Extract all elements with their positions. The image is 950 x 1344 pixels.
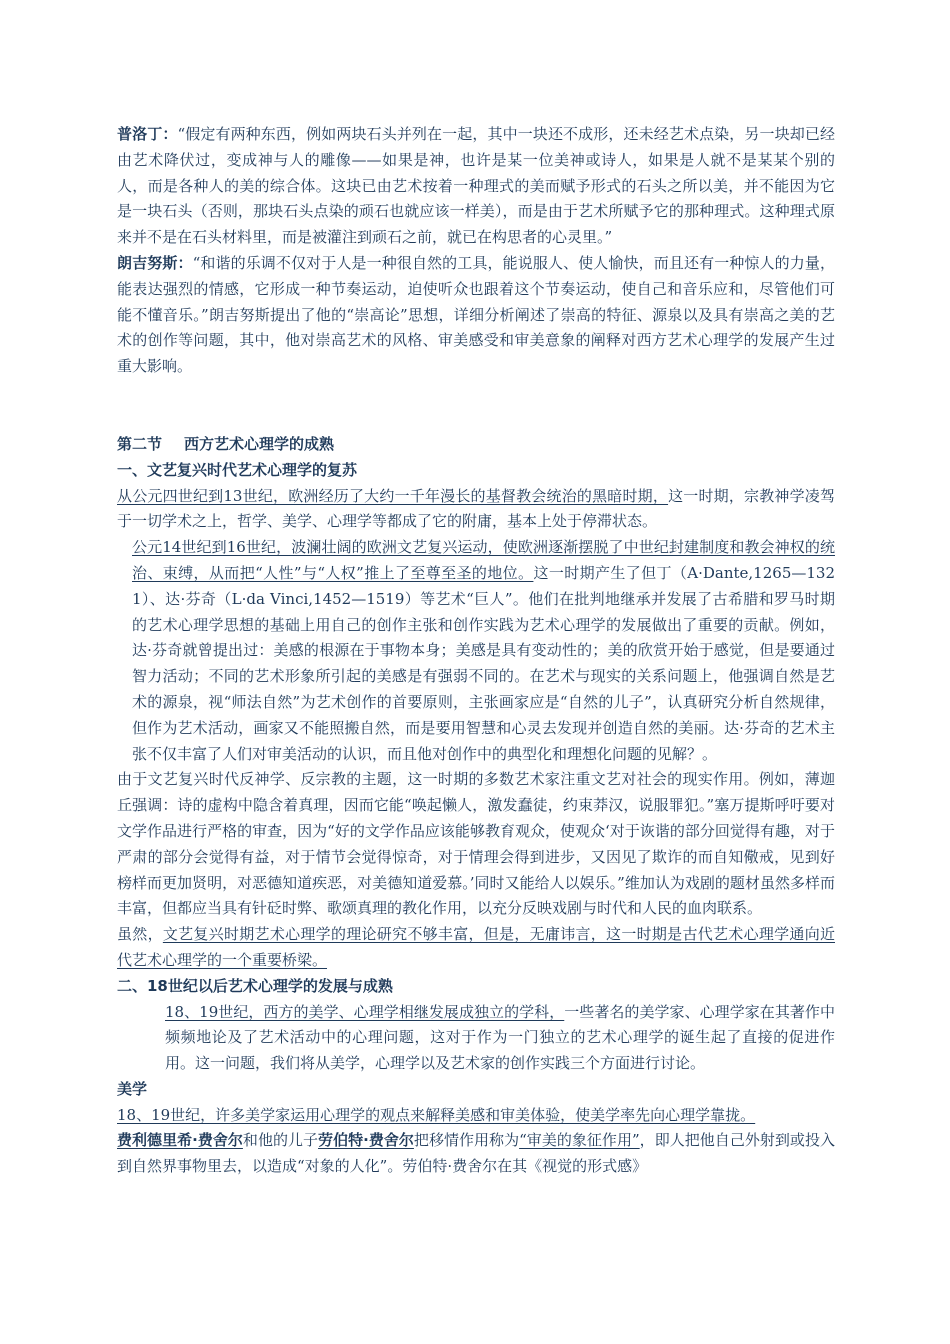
paragraph-aesthetics-psychology bbox=[117, 1000, 835, 1077]
paragraph-text: 虽然， bbox=[117, 925, 163, 944]
section-title: 西方艺术心理学的成熟 bbox=[184, 434, 335, 453]
paragraph-aesthetics-intro bbox=[117, 1103, 835, 1129]
paragraph-bridge bbox=[117, 922, 835, 974]
subheading-renaissance: 一、文艺复兴时代艺术心理学的复苏 bbox=[117, 460, 358, 479]
underlined-text: 从公元四世纪到13世纪，欧洲经历了大约一千年漫长的基督教会统治的黑暗时期， bbox=[117, 486, 669, 505]
author-name-longinus: 朗吉努斯： bbox=[117, 253, 193, 272]
underlined-text: 文艺复兴时期艺术心理学的理论研究不够丰富，但是，无庸讳言，这一时期是古代艺术心理学通向近代艺术心理学的一个重要桥梁。 bbox=[117, 925, 835, 969]
paragraph-vischer bbox=[117, 1128, 835, 1180]
subheading-18th-century: 二、18世纪以后艺术心理学的发展与成熟 bbox=[117, 976, 393, 995]
paragraph-renaissance bbox=[117, 535, 835, 767]
paragraph-text: ，即人把他自己外射到或投入到自然界事物里去，以造成“对象的人化”。劳伯特·费舍尔在其《视觉的形式感》 bbox=[117, 1131, 835, 1176]
paragraph-text: “假定有两种东西，例如两块石头并列在一起，其中一块还不成形，还未经艺术点染，另一块却已经由艺术降伏过，变成神与人的雕像——如果是神，也许是某一位美神或诗人，如果是人就不是某某个别的人，而是各种人的美的综合体。这块已由艺术按着一种理式的美而赋予形式的石头之所以美，并不能因为它是一块石头（否则，那块石头点染的顽石也就应该一样美），而是由于艺术所赋予它的那种理式。这种理式原来并不是在石头材料里，而是被灌注到顽石之前，就已在构思者的心灵里。” bbox=[117, 125, 835, 247]
section-heading bbox=[117, 432, 835, 458]
underlined-text: “审美的象征作用” bbox=[519, 1131, 640, 1150]
person-name-friedrich-vischer: 费利德里希·费舍尔 bbox=[117, 1131, 243, 1150]
paragraph-text: 这一时期，宗教神学凌驾于一切学术之上，哲学、美学、心理学等都成了它的附庸，基本上处于停滞状态。 bbox=[117, 486, 835, 531]
underlined-text: 公元14世纪到16世纪，波澜壮阔的欧洲文艺复兴运动，使欧洲逐渐摆脱了中世纪封建制度和教会神权的统治、束缚，从而把“人性”与“人权”推上了至尊至圣的地位。 bbox=[132, 538, 835, 582]
paragraph-social-function: 由于文艺复兴时代反神学、反宗教的主题，这一时期的多数艺术家注重文艺对社会的现实作用。例如，薄迦丘强调：诗的虚构中隐含着真理，因而它能“唤起懒人，激发蠢徒，约束莽汉，说服罪犯。”塞万提斯呼吁要对文学作品进行严格的审查，因为“好的文学作品应该能够教育观众，使观众‘对于诙谐的部分回觉得有趣，对于严肃的部分会觉得有益，对于情节会觉得惊奇，对于情理会得到进步，又因见了欺诈的而自知儆戒，见到好榜样而更加贤明，对恶德知道疾恶，对美德知道爱慕。’同时又能给人以娱乐。”维加认为戏剧的题材虽然多样而丰富，但都应当具有针砭时弊、歌颂真理的教化作用，以充分反映戏剧与时代和人民的血肉联系。 bbox=[117, 770, 835, 918]
paragraph-text: 这一时期产生了但丁（A·Dante,1265—1321）、达·芬奇（L·da Vinci,1452—1519）等艺术“巨人”。他们在批判地继承并发展了古希腊和罗马时期的艺术心理学思想的基础上用自己的创作主张和创作实践为艺术心理学的发展做出了重要的贡献。例如，达·芬奇就曾提出过：美感的根源在于事物本身；美感是具有变动性的；美的欣赏开始于感觉，但是要通过智力活动；不同的艺术形象所引起的美感是有强弱不同的。在艺术与现实的关系问题上，他强调自然是艺术的源泉，视“师法自然”为艺术创作的首要原则，主张画家应是“自然的儿子”，认真研究分析自然规律，但作为艺术活动，画家又不能照搬自然，而是要用智慧和心灵去发现并创造自然的美丽。达·芬奇的艺术主张不仅丰富了人们对审美活动的认识，而且他对创作中的典型化和理想化问题的见解？。 bbox=[132, 563, 835, 763]
paragraph-text: “和谐的乐调不仅对于人是一种很自然的工具，能说服人、使人愉快，而且还有一种惊人的力量，能表达强烈的情感，它形成一种节奏运动，迫使听众也跟着这个节奏运动，使自己和音乐应和，尽管他们可能不懂音乐。”朗吉努斯提出了他的“崇高论”思想，详细分析阐述了崇高的特征、源泉以及具有崇高之美的艺术的创作等问题，其中，他对崇高艺术的风格、审美感受和审美意象的阐释对西方艺术心理学的发展产生过重大影响。 bbox=[117, 253, 835, 376]
spacer bbox=[117, 380, 835, 432]
underlined-text: 18、19世纪，西方的美学、心理学相继发展成独立的学科， bbox=[165, 1002, 565, 1021]
paragraph-longinus bbox=[117, 251, 835, 380]
person-name-robert-vischer: 劳伯特·费舍尔 bbox=[318, 1131, 414, 1150]
paragraph-plotinus bbox=[117, 122, 835, 251]
paragraph-dark-ages bbox=[117, 484, 835, 536]
paragraph-text: 和他的儿子 bbox=[242, 1131, 319, 1150]
document-page bbox=[117, 122, 835, 1180]
author-name-plotinus: 普洛丁： bbox=[117, 125, 178, 143]
paragraph-text: 把移情作用称为 bbox=[413, 1131, 520, 1150]
paragraph-text: 一些著名的美学家、心理学家在其著作中频频地论及了艺术活动中的心理问题，这对于作为一门独立的艺术心理学的诞生起了直接的促进作用。这一问题，我们将从美学，心理学以及艺术家的创作实践三个方面进行讨论。 bbox=[165, 1002, 835, 1073]
section-number: 第二节 bbox=[117, 434, 163, 453]
subheading-aesthetics: 美学 bbox=[117, 1079, 148, 1098]
underlined-text: 18、19世纪，许多美学家运用心理学的观点来解释美感和审美体验，使美学率先向心理学靠拢。 bbox=[117, 1105, 756, 1124]
